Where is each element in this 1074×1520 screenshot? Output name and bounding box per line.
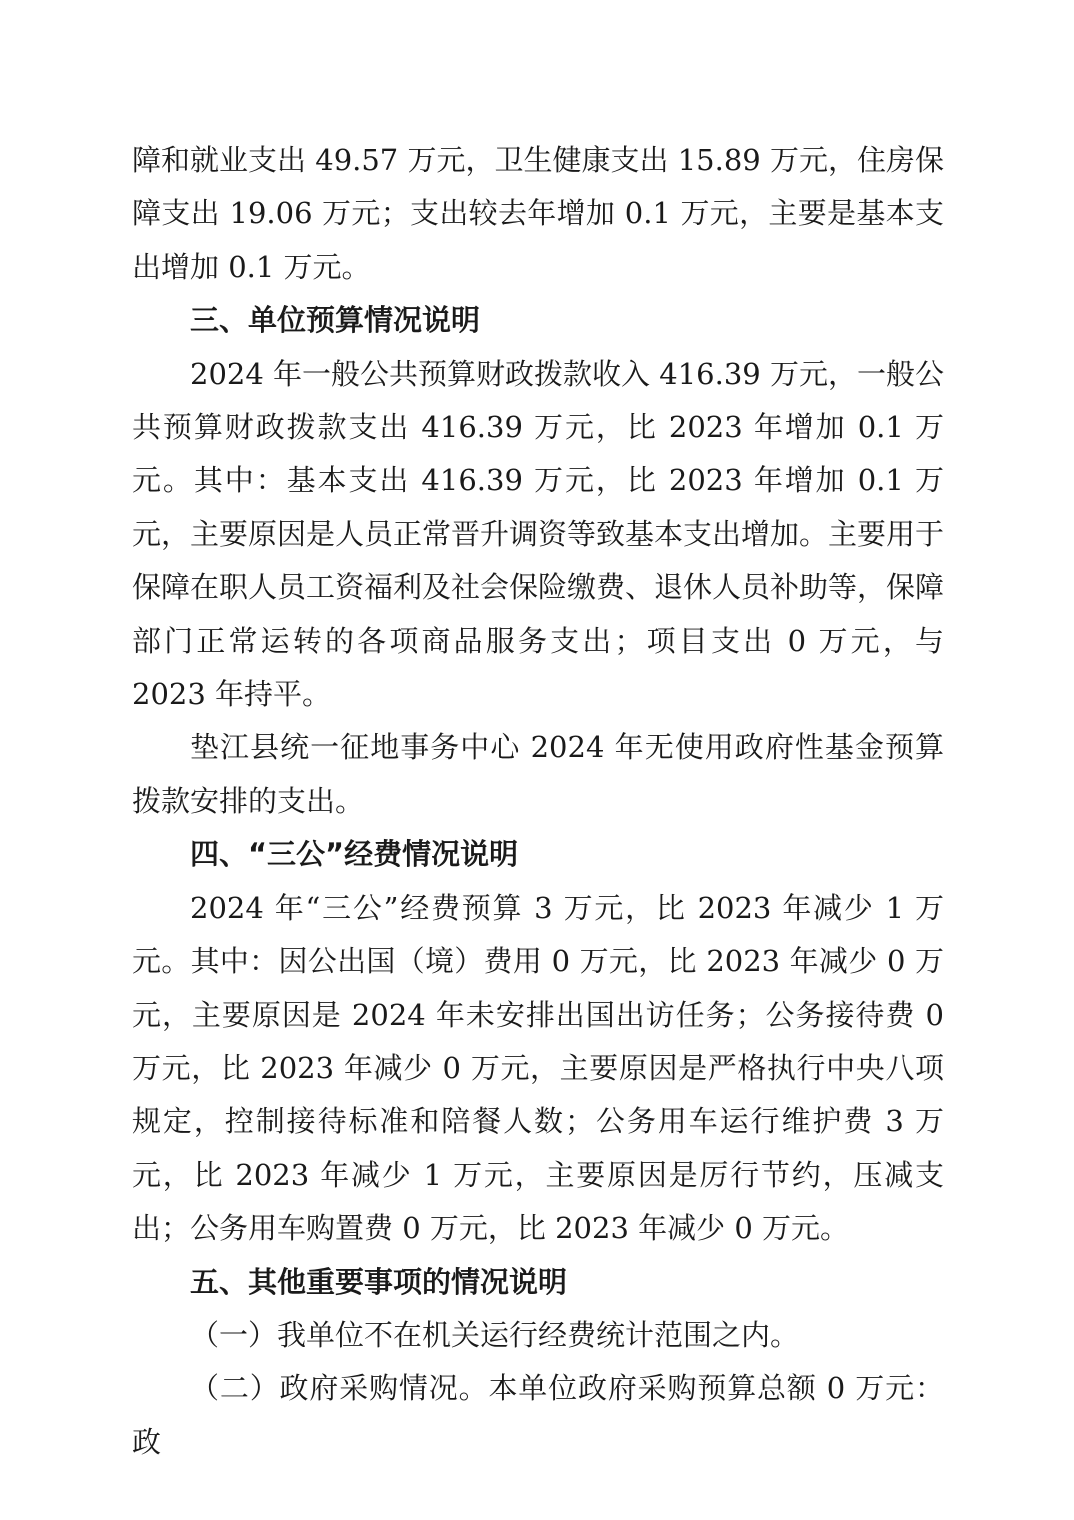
- section-heading-3: 三、单位预算情况说明: [190, 303, 481, 338]
- section-heading-4: 四、“三公”经费情况说明: [190, 837, 519, 872]
- document-body: [132, 134, 944, 1469]
- section-heading-5: 五、其他重要事项的情况说明: [190, 1264, 568, 1299]
- paragraph-continued: 障和就业支出 49.57 万元，卫生健康支出 15.89 万元，住房保障支出 19.06 万元；支出较去年增加 0.1 万元，主要是基本支出增加 0.1 万元。: [132, 143, 944, 284]
- paragraph-government-fund: 垫江县统一征地事务中心 2024 年无使用政府性基金预算拨款安排的支出。: [132, 730, 944, 818]
- paragraph-item-1: （一）我单位不在机关运行经费统计范围之内。: [190, 1317, 800, 1352]
- paragraph-item-2: （二）政府采购情况。本单位政府采购预算总额 0 万元：政: [132, 1371, 944, 1459]
- paragraph-general-budget: 2024 年一般公共预算财政拨款收入 416.39 万元，一般公共预算财政拨款支出 416.39 万元，比 2023 年增加 0.1 万元。其中：基本支出 416.39 万元，比 2023 年增加 0.1 万元，主要原因是人员正常晋升调资等致基本支出增加。主要用于保障在职人员工资福利及社会保险缴费、退休人员补助等，保障部门正常运转的各项商品服务支出；项目支出 0 万元，与 2023 年持平。: [132, 356, 945, 712]
- paragraph-three-public-expenses: 2024 年“三公”经费预算 3 万元，比 2023 年减少 1 万元。其中：因公出国（境）费用 0 万元，比 2023 年减少 0 万元，主要原因是 2024 年未安排出国出访任务；公务接待费 0 万元，比 2023 年减少 0 万元，主要原因是严格执行中央八项规定，控制接待标准和陪餐人数；公务用车运行维护费 3 万元，比 2023 年减少 1 万元，主要原因是厉行节约，压减支出；公务用车购置费 0 万元，比 2023 年减少 0 万元。: [132, 890, 944, 1246]
